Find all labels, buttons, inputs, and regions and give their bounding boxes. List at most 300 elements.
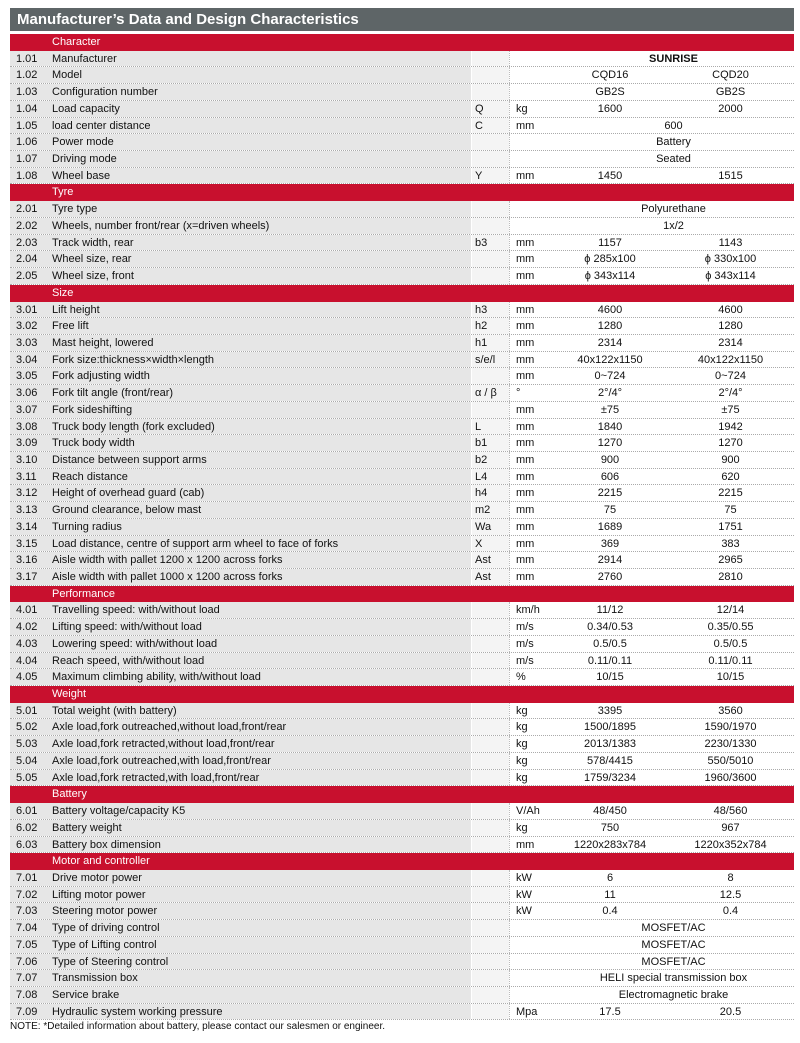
row-symbol [471, 703, 509, 719]
table-row [10, 619, 794, 636]
row-value-cqd20: 1942 [718, 420, 743, 433]
row-unit: kg [509, 736, 553, 752]
table-row [10, 251, 794, 268]
row-symbol [471, 770, 509, 786]
row-label: Maximum climbing ability, with/without load [50, 669, 471, 685]
row-number: 3.15 [10, 536, 50, 552]
section-title: Weight [52, 688, 87, 701]
table-row [10, 669, 794, 686]
row-unit: Mpa [509, 1004, 553, 1020]
row-value-cqd20: 4600 [718, 303, 743, 316]
row-number: 7.06 [10, 954, 50, 970]
row-label: Free lift [50, 318, 471, 334]
row-symbol [471, 753, 509, 769]
row-symbol [471, 820, 509, 836]
row-value-cqd20: 3560 [718, 704, 743, 717]
row-number: 2.05 [10, 268, 50, 284]
row-number: 2.01 [10, 201, 50, 217]
row-value-cqd20: 0.35/0.55 [707, 621, 754, 634]
row-value-cqd20: ±75 [721, 403, 740, 416]
row-symbol [471, 903, 509, 919]
table-row [10, 954, 794, 971]
row-symbol [471, 151, 509, 167]
row-label: load center distance [50, 118, 471, 134]
row-unit [509, 920, 553, 936]
row-value-shared: Polyurethane [641, 203, 706, 216]
row-unit: mm [509, 352, 553, 368]
row-symbol: b3 [471, 235, 509, 251]
table-row [10, 419, 794, 436]
row-value-cqd20: 8 [727, 871, 734, 884]
row-value-cqd20: 10/15 [716, 671, 745, 684]
table-row [10, 485, 794, 502]
row-value-cqd16: 11/12 [596, 604, 624, 617]
row-value-cqd16: 1840 [597, 420, 623, 433]
table-row [10, 1004, 794, 1021]
table-row [10, 469, 794, 486]
row-value-cqd16: 1759/3234 [584, 771, 636, 784]
row-symbol: L4 [471, 469, 509, 485]
row-number: 4.02 [10, 619, 50, 635]
row-value-cqd20: 1220x352x784 [694, 838, 767, 851]
row-number: 1.07 [10, 151, 50, 167]
row-label: Height of overhead guard (cab) [50, 485, 471, 501]
row-unit: mm [509, 502, 553, 518]
row-symbol: h3 [471, 302, 509, 318]
row-unit: ° [509, 385, 553, 401]
row-value-cqd20: ϕ 330x100 [704, 253, 757, 266]
row-value-cqd20: 2°/4° [718, 387, 743, 400]
row-value-cqd16: 2215 [597, 487, 623, 500]
table-row [10, 335, 794, 352]
table-row [10, 820, 794, 837]
row-label: Turning radius [50, 519, 471, 535]
row-value-cqd16: 40x122x1150 [577, 353, 643, 366]
row-number: 3.07 [10, 402, 50, 418]
row-unit: mm [509, 368, 553, 384]
row-unit: mm [509, 452, 553, 468]
row-label: Wheel size, rear [50, 251, 471, 267]
row-symbol: X [471, 536, 509, 552]
table-row [10, 552, 794, 569]
table-row [10, 101, 794, 118]
row-value-cqd16: 1450 [597, 169, 623, 182]
row-symbol [471, 602, 509, 618]
row-value-cqd20: 75 [724, 504, 737, 517]
row-label: Service brake [50, 987, 471, 1003]
row-unit: m/s [509, 636, 553, 652]
row-label: Wheels, number front/rear (x=driven wheels) [50, 218, 471, 234]
row-number: 2.03 [10, 235, 50, 251]
row-symbol [471, 251, 509, 267]
row-value-cqd20: 0.11/0.11 [708, 654, 753, 667]
row-symbol: Y [471, 168, 509, 184]
row-label: Axle load,fork outreached,without load,front/rear [50, 719, 471, 735]
row-unit: mm [509, 235, 553, 251]
row-unit: mm [509, 251, 553, 267]
row-unit [509, 970, 553, 986]
row-value-cqd16: 17.5 [599, 1005, 621, 1018]
row-symbol [471, 719, 509, 735]
row-value-cqd20: 967 [721, 821, 740, 834]
row-number: 3.10 [10, 452, 50, 468]
table-row [10, 653, 794, 670]
table-row [10, 134, 794, 151]
row-label: Type of driving control [50, 920, 471, 936]
row-value-cqd16: CQD16 [591, 69, 629, 82]
row-unit [509, 201, 553, 217]
row-unit: % [509, 669, 553, 685]
row-label: Type of Lifting control [50, 937, 471, 953]
row-label: Lifting speed: with/without load [50, 619, 471, 635]
row-label: Manufacturer [50, 51, 471, 67]
table-row [10, 118, 794, 135]
row-number: 5.01 [10, 703, 50, 719]
row-symbol [471, 67, 509, 83]
row-value-cqd20: 0~724 [715, 370, 746, 383]
table-row [10, 736, 794, 753]
row-number: 3.06 [10, 385, 50, 401]
row-value-shared: Electromagnetic brake [618, 988, 729, 1001]
row-label: Fork sideshifting [50, 402, 471, 418]
row-value-cqd20: 48/560 [713, 805, 748, 818]
row-symbol: h4 [471, 485, 509, 501]
row-label: Reach distance [50, 469, 471, 485]
row-value-cqd16: 10/15 [596, 671, 624, 684]
row-unit: kg [509, 770, 553, 786]
row-number: 3.16 [10, 552, 50, 568]
row-symbol [471, 736, 509, 752]
row-label: Axle load,fork retracted,with load,front/rear [50, 770, 471, 786]
table-row [10, 218, 794, 235]
row-value-cqd16: 11 [604, 888, 616, 901]
row-value-cqd20: 550/5010 [707, 754, 754, 767]
row-unit: kg [509, 753, 553, 769]
page-title: Manufacturer’s Data and Design Characteristics [10, 8, 794, 31]
row-label: Track width, rear [50, 235, 471, 251]
row-number: 2.04 [10, 251, 50, 267]
row-value-cqd16: 2914 [597, 554, 623, 567]
row-symbol [471, 84, 509, 100]
row-number: 3.02 [10, 318, 50, 334]
row-unit: kW [509, 903, 553, 919]
table-row [10, 887, 794, 904]
table-row [10, 903, 794, 920]
row-unit: m/s [509, 619, 553, 635]
row-label: Aisle width with pallet 1200 x 1200 across forks [50, 552, 471, 568]
row-label: Wheel size, front [50, 268, 471, 284]
row-number: 3.12 [10, 485, 50, 501]
row-value-shared: Seated [656, 153, 691, 166]
table-row [10, 452, 794, 469]
table-row [10, 352, 794, 369]
row-value-cqd20: CQD20 [712, 69, 749, 82]
row-value-cqd16: ϕ 343x114 [584, 270, 636, 283]
row-value-cqd20: GB2S [715, 86, 746, 99]
row-number: 1.03 [10, 84, 50, 100]
row-value-cqd16: 1157 [598, 236, 622, 249]
row-value-cqd16: 4600 [597, 303, 623, 316]
row-value-cqd20: 900 [721, 453, 740, 466]
section-header [10, 184, 794, 201]
row-number: 7.08 [10, 987, 50, 1003]
row-label: Type of Steering control [50, 954, 471, 970]
row-value-cqd20: 383 [721, 537, 740, 550]
row-number: 3.03 [10, 335, 50, 351]
row-value-cqd16: 900 [600, 453, 620, 466]
row-label: Fork adjusting width [50, 368, 471, 384]
row-unit: mm [509, 419, 553, 435]
row-value-cqd20: 1515 [718, 169, 743, 182]
row-unit [509, 51, 553, 67]
row-symbol [471, 1004, 509, 1020]
row-unit: kg [509, 101, 553, 117]
table-row [10, 235, 794, 252]
row-number: 3.09 [10, 435, 50, 451]
row-label: Travelling speed: with/without load [50, 602, 471, 618]
row-label: Transmission box [50, 970, 471, 986]
row-value-cqd16: 1689 [597, 520, 623, 533]
row-number: 3.17 [10, 569, 50, 585]
row-unit: mm [509, 837, 553, 853]
row-unit: mm [509, 118, 553, 134]
row-symbol [471, 368, 509, 384]
row-symbol: h1 [471, 335, 509, 351]
table-row [10, 201, 794, 218]
row-value-cqd16: 1280 [597, 320, 623, 333]
row-number: 1.06 [10, 134, 50, 150]
row-value-cqd20: 620 [721, 470, 740, 483]
row-label: Tyre type [50, 201, 471, 217]
row-number: 4.03 [10, 636, 50, 652]
row-value-cqd20: 0.4 [722, 905, 739, 918]
row-symbol: Ast [471, 552, 509, 568]
row-value-cqd16: 75 [603, 504, 617, 517]
row-number: 7.01 [10, 870, 50, 886]
spec-table [10, 34, 794, 1020]
row-symbol: b2 [471, 452, 509, 468]
row-symbol: s/e/l [471, 352, 509, 368]
row-number: 1.05 [10, 118, 50, 134]
row-value-shared: MOSFET/AC [641, 922, 706, 935]
row-unit: mm [509, 552, 553, 568]
table-row [10, 703, 794, 720]
row-symbol [471, 636, 509, 652]
section-header [10, 853, 794, 870]
row-value-cqd20: ϕ 343x114 [705, 270, 756, 283]
row-symbol: Wa [471, 519, 509, 535]
row-value-cqd20: 1590/1970 [704, 721, 757, 734]
row-number: 3.14 [10, 519, 50, 535]
row-number: 5.03 [10, 736, 50, 752]
row-value-cqd20: 12.5 [719, 888, 742, 901]
row-symbol [471, 653, 509, 669]
section-header [10, 34, 794, 51]
table-row [10, 719, 794, 736]
row-number: 7.02 [10, 887, 50, 903]
row-value-shared: SUNRISE [649, 52, 698, 65]
row-number: 4.01 [10, 602, 50, 618]
table-row [10, 268, 794, 285]
row-label: Battery weight [50, 820, 471, 836]
row-value-shared: 1x/2 [663, 219, 684, 232]
row-unit [509, 218, 553, 234]
row-number: 3.08 [10, 419, 50, 435]
table-row [10, 770, 794, 787]
row-number: 5.04 [10, 753, 50, 769]
row-number: 5.05 [10, 770, 50, 786]
table-row [10, 636, 794, 653]
table-row [10, 536, 794, 553]
row-label: Axle load,fork retracted,without load,front/rear [50, 736, 471, 752]
row-value-cqd16: 1500/1895 [584, 721, 636, 734]
table-row [10, 302, 794, 319]
section-title: Character [52, 36, 101, 48]
row-unit: mm [509, 268, 553, 284]
row-value-cqd16: 48/450 [593, 805, 627, 818]
row-number: 7.05 [10, 937, 50, 953]
row-symbol [471, 887, 509, 903]
row-symbol [471, 954, 509, 970]
table-row [10, 870, 794, 887]
row-unit: mm [509, 435, 553, 451]
row-value-cqd16: 0~724 [594, 370, 626, 383]
row-value-cqd20: 1270 [718, 437, 743, 450]
row-number: 5.02 [10, 719, 50, 735]
row-symbol [471, 201, 509, 217]
row-label: Driving mode [50, 151, 471, 167]
table-row [10, 602, 794, 619]
row-number: 6.02 [10, 820, 50, 836]
row-symbol [471, 134, 509, 150]
row-unit: kW [509, 870, 553, 886]
row-label: Battery box dimension [50, 837, 471, 853]
row-label: Load capacity [50, 101, 471, 117]
row-value-cqd16: ±75 [600, 403, 620, 416]
row-value-cqd20: 2000 [718, 102, 743, 115]
row-unit: kW [509, 887, 553, 903]
row-number: 3.05 [10, 368, 50, 384]
table-row [10, 402, 794, 419]
row-unit: mm [509, 168, 553, 184]
table-row [10, 987, 794, 1004]
row-unit [509, 954, 553, 970]
row-label: Battery voltage/capacity K5 [50, 803, 471, 819]
table-row [10, 51, 794, 68]
row-number: 3.04 [10, 352, 50, 368]
row-value-cqd16: 578/4415 [587, 754, 633, 767]
row-symbol [471, 669, 509, 685]
row-number: 6.01 [10, 803, 50, 819]
row-label: Truck body length (fork excluded) [50, 419, 471, 435]
table-row [10, 920, 794, 937]
table-row [10, 803, 794, 820]
table-row [10, 937, 794, 954]
row-label: Aisle width with pallet 1000 x 1200 across forks [50, 569, 471, 585]
row-unit: mm [509, 469, 553, 485]
row-label: Total weight (with battery) [50, 703, 471, 719]
row-symbol [471, 870, 509, 886]
section-title: Motor and controller [52, 855, 150, 868]
table-row [10, 837, 794, 854]
section-header [10, 586, 794, 603]
table-row [10, 168, 794, 185]
table-row [10, 435, 794, 452]
row-symbol [471, 837, 509, 853]
row-unit [509, 134, 553, 150]
row-label: Drive motor power [50, 870, 471, 886]
row-value-cqd16: 0.11/0.11 [587, 654, 633, 667]
row-symbol: L [471, 419, 509, 435]
row-symbol [471, 402, 509, 418]
row-value-cqd16: 0.34/0.53 [587, 621, 633, 634]
section-title: Performance [52, 587, 115, 600]
table-row [10, 385, 794, 402]
row-label: Mast height, lowered [50, 335, 471, 351]
row-value-cqd20: 2810 [718, 571, 743, 583]
row-symbol [471, 970, 509, 986]
row-number: 1.01 [10, 51, 50, 67]
row-unit [509, 67, 553, 83]
row-label: Axle load,fork outreached,with load,front/rear [50, 753, 471, 769]
row-number: 4.04 [10, 653, 50, 669]
section-title: Battery [52, 788, 87, 801]
row-value-cqd16: 0.5/0.5 [593, 637, 627, 650]
row-symbol [471, 920, 509, 936]
row-value-cqd16: 750 [600, 821, 620, 834]
row-label: Lift height [50, 302, 471, 318]
row-label: Steering motor power [50, 903, 471, 919]
row-symbol [471, 619, 509, 635]
row-value-cqd16: 2°/4° [597, 387, 623, 400]
row-value-cqd20: 1143 [718, 236, 743, 249]
row-symbol: b1 [471, 435, 509, 451]
row-unit [509, 84, 553, 100]
row-unit: mm [509, 402, 553, 418]
row-symbol: h2 [471, 318, 509, 334]
row-unit: mm [509, 318, 553, 334]
row-label: Truck body width [50, 435, 471, 451]
row-unit: kg [509, 719, 553, 735]
row-symbol: Q [471, 101, 509, 117]
row-unit: mm [509, 536, 553, 552]
table-row [10, 151, 794, 168]
section-header [10, 786, 794, 803]
row-number: 3.13 [10, 502, 50, 518]
table-row [10, 368, 794, 385]
row-value-cqd16: 3395 [597, 704, 623, 717]
table-row [10, 84, 794, 101]
row-unit: m/s [509, 653, 553, 669]
table-row [10, 519, 794, 536]
row-unit: kg [509, 703, 553, 719]
row-unit: mm [509, 485, 553, 501]
row-value-cqd16: 0.4 [602, 905, 618, 918]
row-value-cqd20: 2965 [718, 554, 743, 567]
row-unit: V/Ah [509, 803, 553, 819]
table-row [10, 753, 794, 770]
table-row [10, 970, 794, 987]
row-label: Power mode [50, 134, 471, 150]
row-value-shared: 600 [664, 119, 683, 132]
row-value-cqd20: 2230/1330 [704, 738, 757, 751]
row-label: Wheel base [50, 168, 471, 184]
section-header [10, 285, 794, 302]
row-unit: mm [509, 519, 553, 535]
section-header [10, 686, 794, 703]
row-value-cqd16: 606 [600, 470, 620, 483]
row-value-cqd16: GB2S [595, 86, 625, 99]
